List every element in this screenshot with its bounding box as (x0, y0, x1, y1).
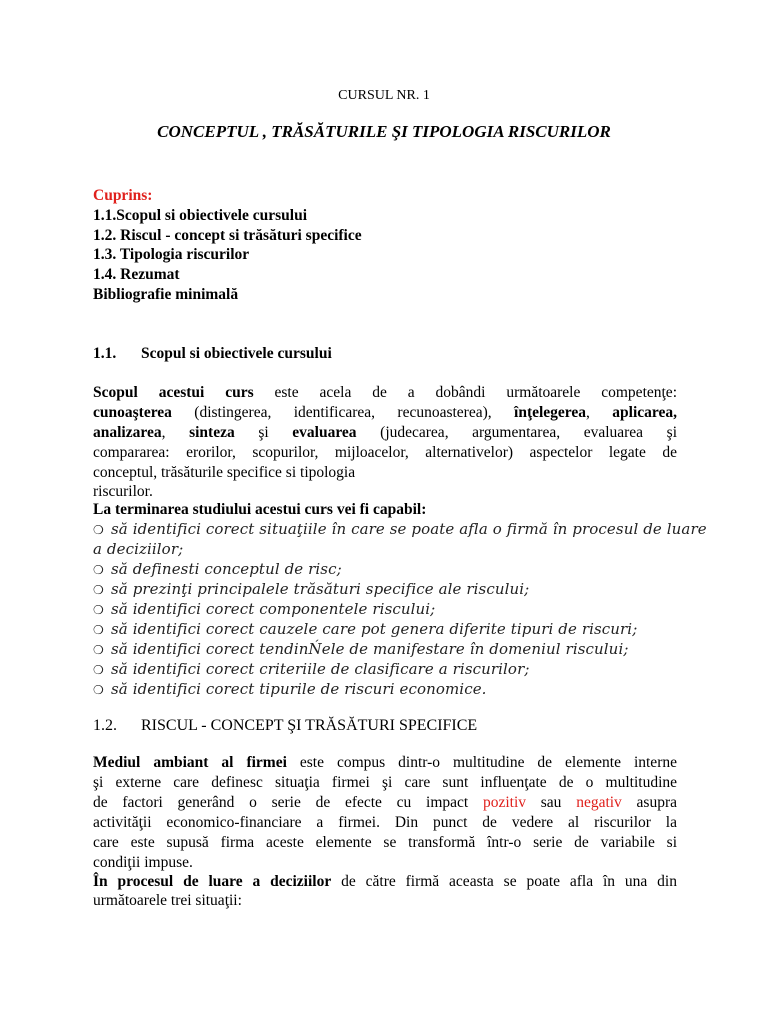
objective-item (93, 679, 487, 700)
objective-text: să prezinţi principalele trăsături specifice ale riscului; (111, 580, 530, 598)
bullet-icon: ❍ (93, 683, 104, 697)
text-span: asupra (621, 794, 678, 811)
section-title: RISCUL - CONCEPT ŞI TRĂSĂTURI SPECIFICE (141, 717, 478, 734)
objective-text: să definesti conceptul de risc; (111, 560, 342, 578)
text-span: , (161, 424, 190, 441)
paragraph-line (93, 872, 677, 892)
paragraph-line: riscurilor. (93, 483, 153, 500)
objective-item (93, 539, 183, 559)
text-span: sau (526, 794, 577, 811)
toc-item: 1.2. Riscul - concept si trăsături specifice (93, 227, 362, 244)
bullet-icon: ❍ (93, 563, 104, 577)
bold-phrase: aplicarea (612, 404, 674, 421)
bold-phrase: Scopul acestui curs (93, 384, 254, 401)
bold-phrase: În procesul de luare a deciziilor (93, 873, 332, 890)
bullet-icon: ❍ (93, 523, 104, 537)
paragraph-line: condiţii impuse. (93, 854, 193, 871)
paragraph-line: conceptul, trăsăturile specifice si tipologia (93, 464, 356, 481)
objective-item (93, 559, 342, 580)
section-number: 1.1. (93, 345, 117, 362)
objective-text: să identifici corect situaţiile în care se poate afla o firmă în procesul de luare (111, 520, 707, 538)
bold-phrase: analizarea (93, 424, 162, 441)
capable-heading: La terminarea studiului acestui curs vei fi capabil: (93, 501, 427, 518)
toc-item: 1.4. Rezumat (93, 266, 180, 283)
paragraph-line (93, 423, 677, 443)
paragraph-line: care este supusă firma aceste elemente se transformă într-o serie de variabile si (93, 834, 677, 851)
objective-text: să identifici corect criteriile de clasificare a riscurilor; (111, 660, 530, 678)
paragraph-line: următoarele trei situaţii: (93, 892, 242, 909)
bullet-icon: ❍ (93, 663, 104, 677)
text-span: de factori generând o serie de efecte cu impact (93, 794, 483, 811)
bullet-icon: ❍ (93, 623, 104, 637)
highlight-positive: pozitiv (482, 794, 527, 811)
course-title: CONCEPTUL , TRĂSĂTURILE ŞI TIPOLOGIA RISCURILOR (157, 122, 611, 141)
objective-text: să identifici corect tendinŃele de manifestare în domeniul riscului; (111, 640, 629, 658)
paragraph-line (93, 793, 677, 813)
toc-heading: Cuprins: (93, 187, 153, 204)
objective-text: să identifici corect cauzele care pot genera diferite tipuri de riscuri; (111, 620, 638, 638)
paragraph-line: activităţii economico-financiare a firmei. Din punct de vedere al riscurilor la (93, 814, 677, 831)
text-span: (judecarea, argumentarea, evaluarea şi (356, 424, 678, 441)
bold-phrase: Mediul ambiant al firmei (93, 754, 287, 771)
course-label: CURSUL NR. 1 (338, 88, 430, 103)
objective-text: să identifici corect tipurile de riscuri economice. (111, 680, 487, 698)
section-title: Scopul si obiectivele cursului (141, 345, 332, 362)
objective-item (93, 659, 530, 680)
bold-phrase: evaluarea (292, 424, 357, 441)
paragraph-line (93, 383, 677, 403)
toc-item: Bibliografie minimală (93, 286, 239, 303)
section-number: 1.2. (93, 717, 117, 734)
bold-phrase: cunoaşterea (93, 404, 172, 421)
toc-item: 1.3. Tipologia riscurilor (93, 246, 250, 263)
text-span: şi (234, 424, 293, 441)
text-span: , (586, 404, 613, 421)
bullet-icon: ❍ (93, 603, 104, 617)
toc-item: 1.1.Scopul si obiectivele cursului (93, 207, 307, 224)
bullet-icon: ❍ (93, 643, 104, 657)
text-span: este acela de a dobândi următoarele competenţe: (253, 384, 677, 401)
highlight-negative: negativ (576, 794, 622, 811)
text-span: , (673, 404, 677, 421)
objective-text: să identifici corect componentele riscului; (111, 600, 436, 618)
objective-text: a deciziilor; (93, 540, 184, 558)
objective-item (93, 619, 637, 640)
objective-item (93, 519, 707, 540)
objective-item (93, 579, 529, 600)
text-span: este compus dintr-o multitudine de elemente interne (286, 754, 677, 771)
paragraph-line (93, 753, 677, 773)
paragraph-line (93, 403, 677, 423)
paragraph-line: şi externe care definesc situaţia firmei şi care sunt influenţate de o multitudine (93, 774, 677, 791)
paragraph-line: compararea: erorilor, scopurilor, mijloacelor, alternativelor) aspectelor legate de (93, 444, 677, 461)
bold-phrase: înţelegerea (514, 404, 587, 421)
bold-phrase: sinteza (189, 424, 235, 441)
objective-item (93, 599, 435, 620)
bullet-icon: ❍ (93, 583, 104, 597)
text-span: (distingerea, identificarea, recunoasterea), (171, 404, 515, 421)
text-span: de către firmă aceasta se poate afla în una din (331, 873, 677, 890)
objective-item (93, 639, 629, 660)
